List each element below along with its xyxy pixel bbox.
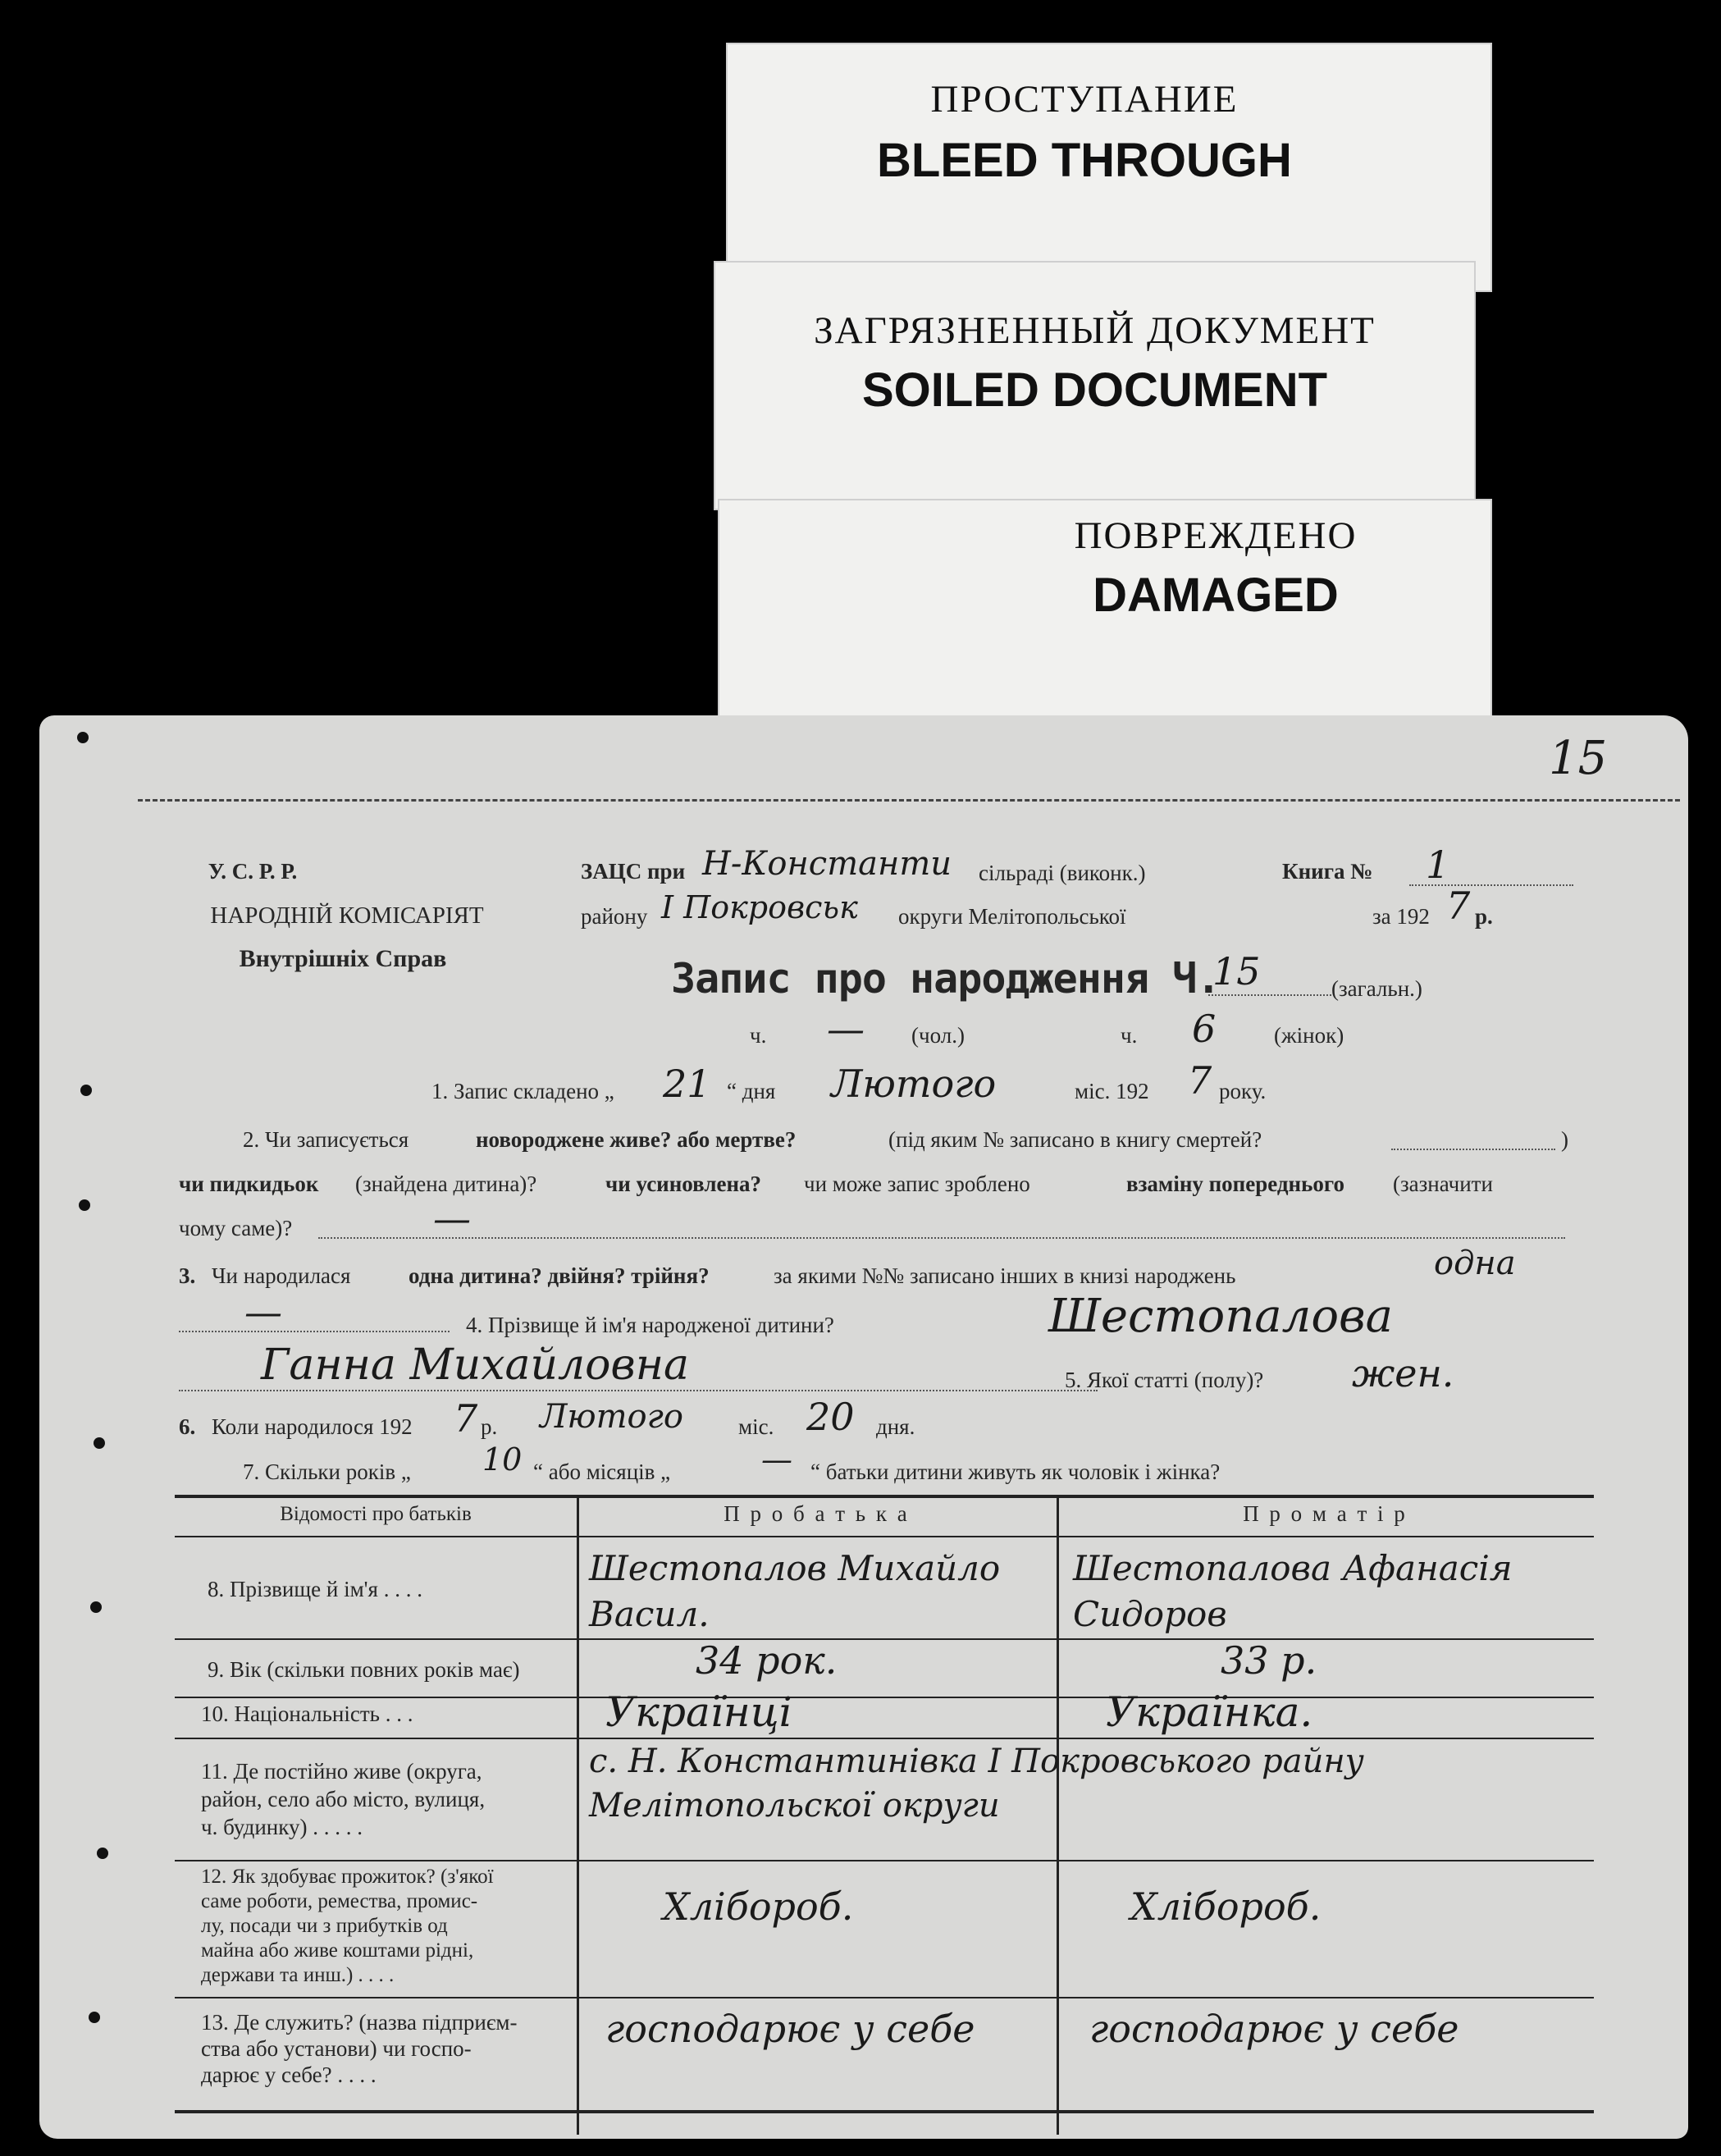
q7-a: 7. Скільки років „	[243, 1459, 411, 1484]
female-count: 6	[1192, 1007, 1217, 1051]
q4-given-dots	[179, 1390, 1098, 1391]
punch-hole	[79, 1199, 90, 1211]
row-label-service: ства або установи) чи госпо-	[201, 2036, 472, 2061]
rayon-label: району	[581, 904, 648, 929]
card-ru-label: ПОВРЕЖДЕНО	[1074, 514, 1358, 557]
q2-dots	[1391, 1149, 1555, 1150]
punch-hole	[90, 1601, 102, 1613]
card-en-label: DAMAGED	[1093, 569, 1339, 622]
row-label-age: 9. Вік (скільки повних років має)	[208, 1657, 520, 1682]
row-label-livelihood: держави та инш.) . . . .	[201, 1964, 395, 1986]
mother-name: Шестопалова Афанасія Сидоров	[1073, 1548, 1513, 1634]
q5-label: 5. Якої статті (полу)?	[1065, 1368, 1264, 1392]
q1-end: року.	[1219, 1079, 1267, 1103]
zags-value: Н-Константи	[702, 845, 952, 883]
q2-a: 2. Чи записується	[243, 1127, 409, 1152]
punch-hole	[77, 732, 89, 743]
q4-label: 4. Прізвище й ім'я народженої дитини?	[466, 1313, 834, 1337]
table-bottom-border	[175, 2110, 1594, 2113]
father-age: 34 рок.	[696, 1638, 838, 1683]
q7-c: “ батьки дитини живуть як чоловік і жінка?	[810, 1459, 1221, 1484]
table-top-border	[175, 1495, 1594, 1498]
book-value: 1	[1426, 843, 1450, 887]
father-service: господарює у себе	[605, 2007, 975, 2051]
row-label-residence: район, село або місто, вулиця,	[201, 1787, 486, 1811]
male-count: —	[827, 1007, 865, 1051]
q3-value: одна	[1434, 1245, 1516, 1282]
punch-hole	[89, 2012, 100, 2023]
row-divider	[175, 1638, 1594, 1640]
q1-year-label: міс. 192	[1075, 1079, 1149, 1103]
punch-hole	[97, 1848, 108, 1859]
row-label-service: 13. Де служить? (назва підприєм-	[201, 2010, 518, 2035]
book-dots	[1409, 884, 1573, 886]
q2-c: (під яким № записано в книгу смертей?	[888, 1127, 1262, 1152]
row-label-service: дарює у себе? . . . .	[201, 2062, 377, 2087]
year-label: за 192	[1372, 904, 1430, 929]
q4-dots	[179, 1331, 450, 1332]
card-en-label: SOILED DOCUMENT	[861, 363, 1328, 417]
q1-year: 7	[1188, 1058, 1212, 1103]
row-label-livelihood: саме роботи, ремества, промис-	[201, 1890, 478, 1912]
row-label-residence: ч. будинку) . . . . .	[201, 1815, 363, 1839]
father-livelihood: Хлібороб.	[663, 1884, 854, 1929]
col-header-info: Відомості про батьків	[280, 1503, 472, 1525]
q3-a: Чи народилася	[212, 1263, 351, 1288]
zags-label: ЗАЦС при	[581, 859, 686, 884]
row-label-livelihood: 12. Як здобуває прожиток? (з'якої	[201, 1866, 494, 1888]
q2-l2b: (знайдена дитина)?	[355, 1172, 537, 1196]
title-dots	[1208, 994, 1331, 996]
q2-b: новороджене живе? або мертве?	[476, 1127, 797, 1152]
rayon-suffix: округи Мелітопольської	[898, 904, 1126, 929]
title-suffix: (загальн.)	[1331, 976, 1422, 1001]
card-ru-label: ЗАГРЯЗНЕННЫЙ ДОКУМЕНТ	[814, 309, 1376, 352]
q2-l3: чому саме)?	[179, 1216, 293, 1240]
q2-l2d: чи може запис зроблено	[804, 1172, 1030, 1196]
rayon-value: І Покровськ	[661, 889, 858, 925]
q6-month: Лютого	[540, 1398, 683, 1436]
child-surname: Шестопалова	[1048, 1290, 1394, 1343]
ministry-line-2: Внутрішніх Справ	[239, 945, 447, 972]
q6-day: 20	[806, 1395, 855, 1439]
residence: с. Н. Константинівка І Покровського райну Мелітопольскої округи	[589, 1743, 1364, 1825]
q7-months: —	[761, 1441, 792, 1478]
q1-day: 21	[663, 1062, 711, 1106]
q1-month: Лютого	[831, 1062, 997, 1106]
page-number: 15	[1549, 732, 1608, 785]
top-divider	[138, 799, 1680, 802]
form-title: Запис про народження Ч.	[671, 955, 1221, 1003]
mother-livelihood: Хлібороб.	[1130, 1884, 1322, 1929]
row-label-residence: 11. Де постійно живе (округа,	[201, 1759, 482, 1784]
col-header-mother: П р о м а т і р	[1243, 1501, 1408, 1526]
mother-nationality: Українка.	[1106, 1688, 1313, 1736]
row-label-nationality: 10. Національність . . .	[201, 1702, 413, 1726]
col-header-father: П р о б а т ь к а	[724, 1501, 910, 1526]
punch-hole	[80, 1085, 92, 1096]
mother-age: 33 р.	[1221, 1638, 1317, 1683]
q7-years: 10	[482, 1441, 523, 1478]
q3-c: за якими №№ записано інших в книзі народжень	[774, 1263, 1236, 1288]
card-ru-label: ПРОСТУПАНИЕ	[930, 78, 1239, 121]
q2-l2a: чи пидкидьок	[179, 1172, 319, 1196]
birth-record-form	[39, 715, 1688, 2139]
ch-label: ч.	[750, 1023, 767, 1048]
q2-l2c: чи усиновлена?	[605, 1172, 762, 1196]
record-number: 15	[1212, 949, 1261, 993]
card-en-label: BLEED THROUGH	[877, 134, 1292, 187]
row-label-livelihood: майна або живе коштами рідні,	[201, 1939, 474, 1962]
q7-b: “ або місяців „	[533, 1459, 671, 1484]
book-label: Книга №	[1282, 859, 1373, 884]
q3-b: одна дитина? двійня? трійня?	[409, 1263, 710, 1288]
q2-l2f: (зазначити	[1393, 1172, 1493, 1196]
row-label-name: 8. Прізвище й ім'я . . . .	[208, 1577, 422, 1601]
q6-r: р.	[481, 1414, 498, 1439]
father-name: Шестопалов Михайло Васил.	[589, 1548, 1001, 1634]
child-given-name: Ганна Михайловна	[261, 1341, 689, 1390]
ussr-label: У. С. Р. Р.	[208, 859, 298, 884]
year-suffix: р.	[1475, 904, 1493, 929]
table-col-divider	[577, 1495, 579, 2135]
father-nationality: Українці	[605, 1688, 792, 1736]
mother-service: господарює у себе	[1089, 2007, 1459, 2051]
q2-paren: )	[1561, 1127, 1568, 1152]
row-divider	[175, 1860, 1594, 1861]
q3-num: 3.	[179, 1263, 196, 1288]
male-label: (чол.)	[911, 1023, 965, 1048]
soiled-document-card	[714, 261, 1476, 510]
q6-year: 7	[454, 1396, 478, 1441]
damaged-card	[718, 499, 1492, 724]
q1-mid: “ дня	[727, 1079, 776, 1103]
q6-mis: міс.	[738, 1414, 774, 1439]
punch-hole	[94, 1437, 105, 1449]
female-label: (жінок)	[1274, 1023, 1344, 1048]
q2-l2e: взаміну попереднього	[1126, 1172, 1344, 1196]
q2-l3-value: —	[433, 1196, 471, 1240]
bleed-through-card	[726, 43, 1492, 292]
ministry-line-1: НАРОДНІЙ КОМІСАРІЯТ	[210, 902, 484, 929]
q4-dash: —	[244, 1290, 282, 1334]
q1-label: 1. Запис складено „	[431, 1079, 614, 1103]
row-divider	[175, 1697, 1594, 1698]
q6-label: Коли народилося 192	[212, 1414, 413, 1439]
zags-suffix: сільраді (виконк.)	[979, 861, 1146, 885]
table-header-border	[175, 1536, 1594, 1537]
q6-num: 6.	[179, 1414, 196, 1439]
q6-dnya: дня.	[876, 1414, 915, 1439]
q2-l3-dots	[318, 1237, 1565, 1239]
row-divider	[175, 1997, 1594, 1998]
ch2-label: ч.	[1121, 1023, 1138, 1048]
year-value: 7	[1446, 884, 1471, 928]
q5-value: жен.	[1352, 1351, 1454, 1395]
row-label-livelihood: лу, посади чи з прибутків од	[201, 1915, 448, 1937]
